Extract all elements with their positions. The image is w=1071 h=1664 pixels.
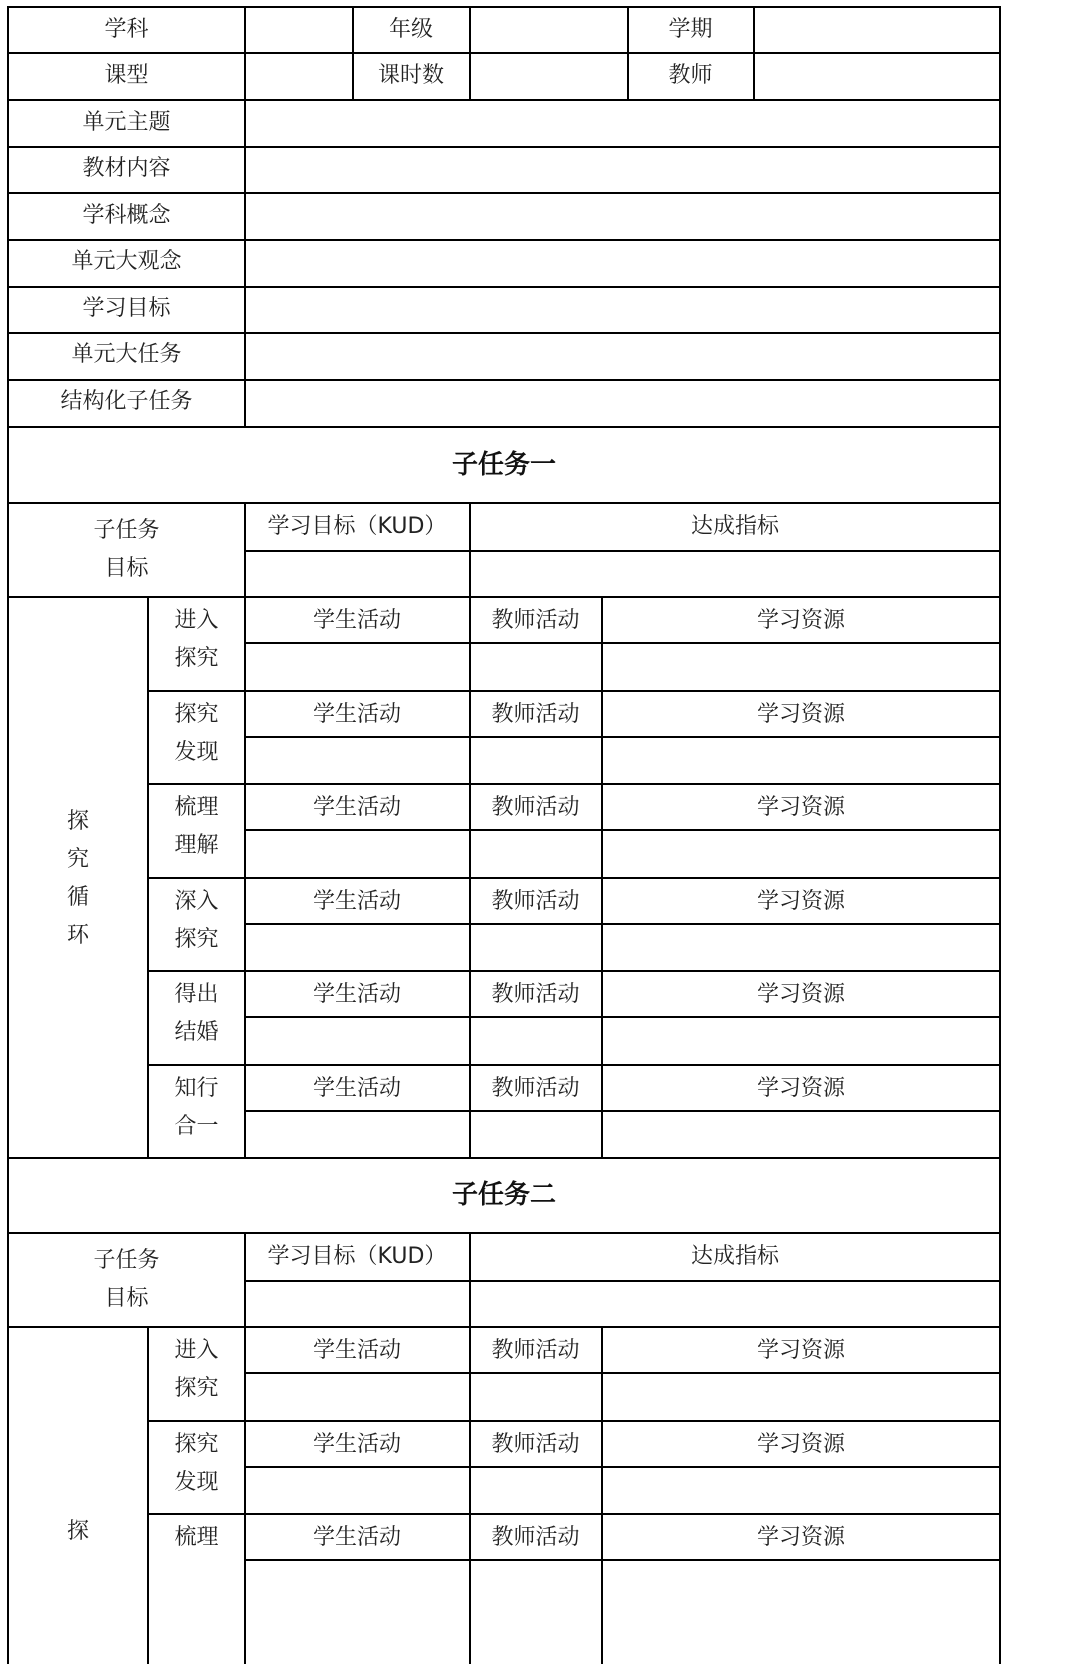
- grid-line: [244, 923, 1001, 925]
- grid-line: [244, 6, 246, 101]
- grid-line: [147, 783, 1001, 785]
- grid-line: [7, 286, 1001, 288]
- grid-line: [7, 239, 1001, 241]
- phase-label: 梳理 理解: [174, 795, 219, 859]
- grid-line: [7, 596, 1001, 598]
- grid-line: [753, 6, 755, 101]
- inquiry-cycle-label: 探 究 循 环: [66, 808, 89, 948]
- phase-label: 进入 探究: [174, 608, 219, 671]
- grid-line: [244, 642, 1001, 644]
- grid-line: [244, 502, 246, 598]
- grid-line: [244, 1280, 1001, 1282]
- grid-line: [7, 502, 1001, 504]
- unit-theme-label: 单元主题: [82, 110, 171, 135]
- subtask-title: 子任务一: [451, 450, 556, 480]
- structured-subtasks-label: 结构化子任务: [60, 389, 193, 414]
- student-activity-header: 学生活动: [312, 608, 401, 633]
- grid-line: [147, 1420, 1001, 1422]
- learning-resource-header: 学习资源: [756, 795, 845, 821]
- teacher-activity-header: 教师活动: [491, 1525, 580, 1551]
- learning-resource-header: 学习资源: [756, 982, 845, 1008]
- grid-line: [469, 502, 471, 598]
- grid-line: [601, 1326, 603, 1664]
- grid-line: [469, 1326, 471, 1664]
- unit-big-task-label: 单元大任务: [71, 342, 182, 367]
- grid-line: [7, 192, 1001, 194]
- grid-line: [244, 1110, 1001, 1112]
- grid-line: [244, 99, 246, 428]
- phase-label: 得出 结婚: [174, 982, 219, 1046]
- grid-line: [7, 6, 1001, 8]
- teacher-activity-header: 教师活动: [491, 608, 580, 633]
- learning-resource-header: 学习资源: [756, 701, 845, 727]
- kud-header: 学习目标（KUD）: [267, 514, 447, 539]
- teacher-activity-header: 教师活动: [491, 1431, 580, 1457]
- grid-line: [244, 1559, 1001, 1561]
- kud-header: 学习目标（KUD）: [267, 1244, 447, 1269]
- student-activity-header: 学生活动: [312, 1076, 401, 1101]
- textbook-content-label: 教材内容: [82, 156, 171, 181]
- grid-line: [7, 6, 9, 1664]
- teacher-activity-header: 教师活动: [491, 701, 580, 727]
- inquiry-cycle-label: 探: [66, 1519, 89, 1544]
- subtask-title: 子任务二: [451, 1180, 556, 1210]
- grid-line: [244, 1326, 246, 1664]
- phase-label: 梳理: [174, 1525, 219, 1551]
- teacher-activity-header: 教师活动: [491, 795, 580, 821]
- grid-line: [7, 1232, 1001, 1234]
- student-activity-header: 学生活动: [312, 982, 401, 1008]
- learning-resource-header: 学习资源: [756, 608, 845, 633]
- grid-line: [244, 1372, 1001, 1374]
- learning-resource-header: 学习资源: [756, 1076, 845, 1101]
- periods-label: 课时数: [377, 63, 444, 88]
- teacher-label: 教师: [668, 63, 713, 88]
- learning-goal-label: 学习目标: [82, 296, 171, 321]
- grid-line: [7, 426, 1001, 428]
- grid-line: [7, 379, 1001, 381]
- phase-label: 探究 发现: [174, 1431, 219, 1495]
- grid-line: [244, 1016, 1001, 1018]
- grid-line: [147, 970, 1001, 972]
- indicator-header: 达成指标: [690, 1244, 779, 1269]
- grid-line: [244, 736, 1001, 738]
- learning-resource-header: 学习资源: [756, 1338, 845, 1363]
- grid-line: [147, 1513, 1001, 1515]
- grid-line: [244, 1232, 246, 1328]
- grid-line: [999, 6, 1001, 1664]
- grid-line: [7, 146, 1001, 148]
- learning-resource-header: 学习资源: [756, 1525, 845, 1551]
- subtask-goal-label: 子任务 目标: [93, 1248, 160, 1311]
- grid-line: [469, 1232, 471, 1328]
- student-activity-header: 学生活动: [312, 1525, 401, 1551]
- student-activity-header: 学生活动: [312, 888, 401, 914]
- lesson-type-label: 课型: [104, 63, 149, 88]
- phase-label: 进入 探究: [174, 1338, 219, 1401]
- phase-label: 探究 发现: [174, 701, 219, 765]
- grid-line: [7, 1326, 1001, 1328]
- semester-label: 学期: [668, 17, 713, 42]
- grid-line: [7, 1157, 1001, 1159]
- grid-line: [147, 1064, 1001, 1066]
- student-activity-header: 学生活动: [312, 795, 401, 821]
- grid-line: [7, 52, 1001, 54]
- grid-line: [147, 1326, 149, 1664]
- subject-concept-label: 学科概念: [82, 203, 171, 228]
- student-activity-header: 学生活动: [312, 1338, 401, 1363]
- grid-line: [244, 1466, 1001, 1468]
- student-activity-header: 学生活动: [312, 701, 401, 727]
- grid-line: [7, 332, 1001, 334]
- grid-line: [7, 99, 1001, 101]
- grade-label: 年级: [388, 17, 433, 42]
- indicator-header: 达成指标: [690, 514, 779, 539]
- phase-label: 知行 合一: [174, 1076, 219, 1139]
- unit-big-idea-label: 单元大观念: [71, 249, 182, 274]
- student-activity-header: 学生活动: [312, 1431, 401, 1457]
- grid-line: [244, 829, 1001, 831]
- phase-label: 深入 探究: [174, 888, 219, 952]
- teacher-activity-header: 教师活动: [491, 888, 580, 914]
- learning-resource-header: 学习资源: [756, 1431, 845, 1457]
- grid-line: [627, 6, 629, 101]
- subject-label: 学科: [104, 17, 149, 42]
- teacher-activity-header: 教师活动: [491, 1076, 580, 1101]
- grid-line: [469, 6, 471, 101]
- grid-line: [352, 6, 354, 101]
- grid-line: [147, 690, 1001, 692]
- learning-resource-header: 学习资源: [756, 888, 845, 914]
- teacher-activity-header: 教师活动: [491, 982, 580, 1008]
- teacher-activity-header: 教师活动: [491, 1338, 580, 1363]
- grid-line: [244, 550, 1001, 552]
- subtask-goal-label: 子任务 目标: [93, 518, 160, 581]
- grid-line: [147, 877, 1001, 879]
